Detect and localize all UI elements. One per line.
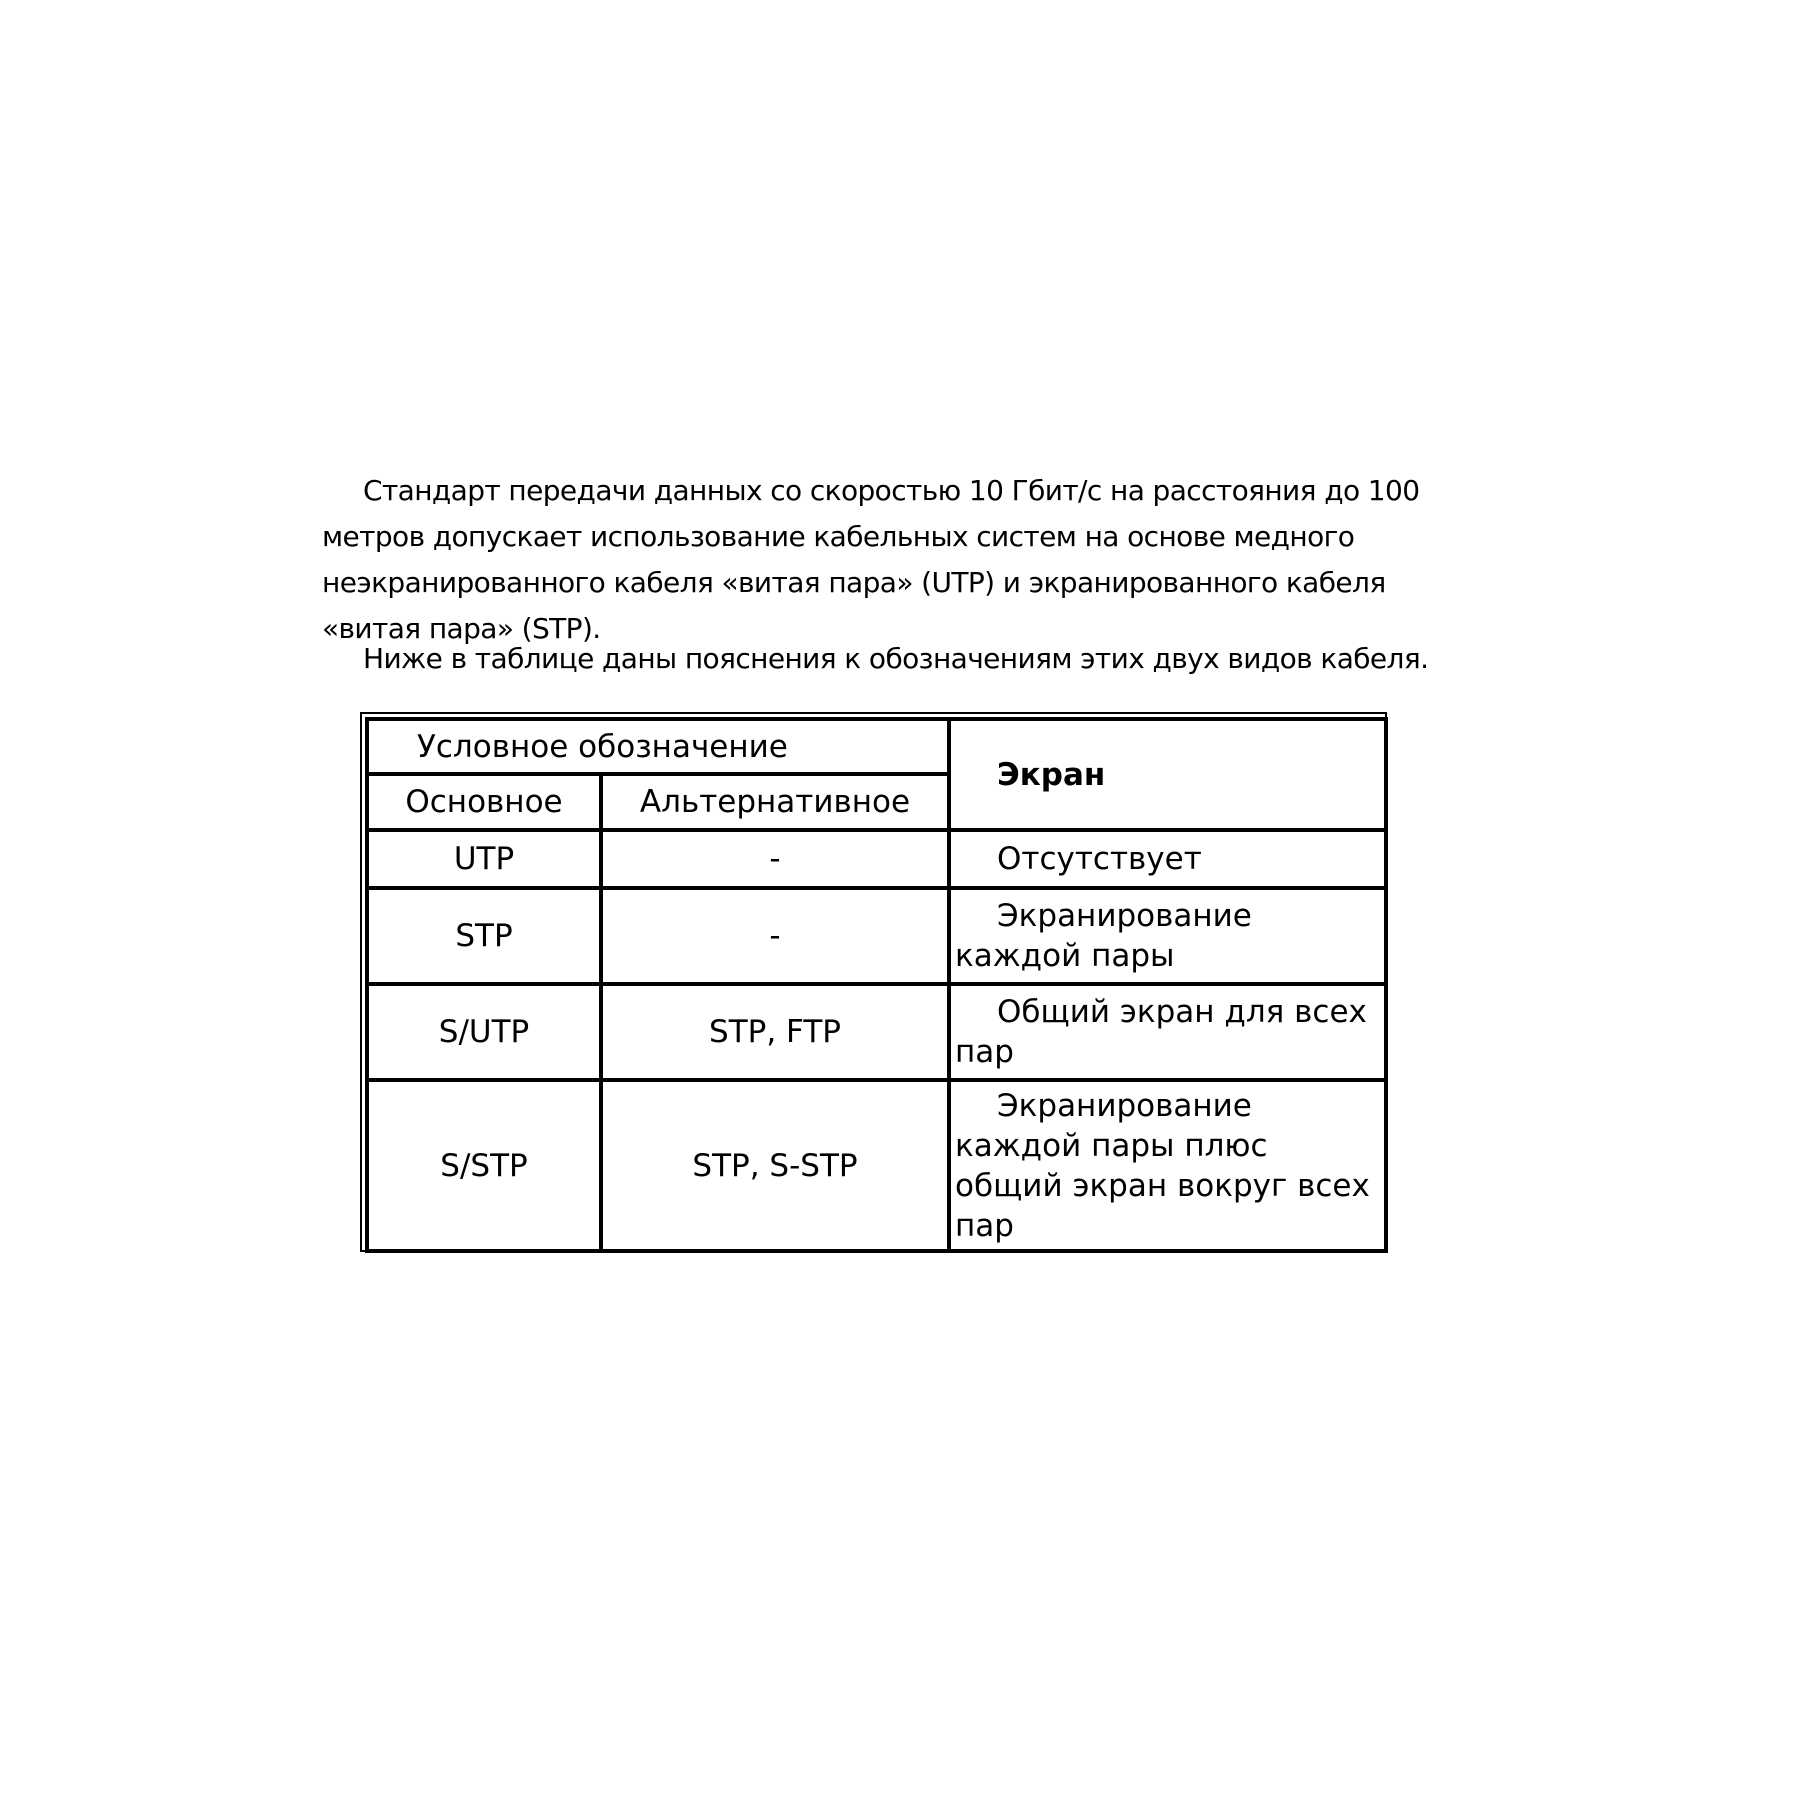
cell-screen: Экранирование каждой пары плюс общий экран вокруг всех пар — [949, 1080, 1386, 1251]
table-row — [367, 1080, 1386, 1251]
cell-main: S/STP — [367, 1080, 601, 1251]
cable-table-frame — [360, 712, 1387, 1252]
cell-screen: Отсутствует — [949, 830, 1386, 888]
cell-alternative: - — [601, 830, 949, 888]
header-designation: Условное обозначение — [367, 719, 949, 774]
header-alternative: Альтернативное — [601, 774, 949, 830]
table-note: Ниже в таблице даны пояснения к обозначениям этих двух видов кабеля. — [363, 642, 1429, 675]
cell-alternative: - — [601, 888, 949, 984]
header-main: Основное — [367, 774, 601, 830]
cell-screen: Экранирование каждой пары — [949, 888, 1386, 984]
intro-paragraph: Стандарт передачи данных со скоростью 10 Гбит/с на расстояния до 100 метров допускает использование кабельных систем на основе медного неэкранированного кабеля «витая пара» (UTP) и экранированного кабеля «витая пара» (STP). — [322, 474, 1420, 645]
cell-alternative: STP, FTP — [601, 984, 949, 1080]
table-header-row — [367, 719, 1386, 774]
table-row — [367, 830, 1386, 888]
cell-main: UTP — [367, 830, 601, 888]
cable-designation-table — [365, 717, 1388, 1253]
table-row — [367, 888, 1386, 984]
header-screen: Экран — [949, 719, 1386, 830]
cell-alternative: STP, S-STP — [601, 1080, 949, 1251]
cell-screen: Общий экран для всех пар — [949, 984, 1386, 1080]
cell-main: STP — [367, 888, 601, 984]
cell-main: S/UTP — [367, 984, 601, 1080]
table-row — [367, 984, 1386, 1080]
